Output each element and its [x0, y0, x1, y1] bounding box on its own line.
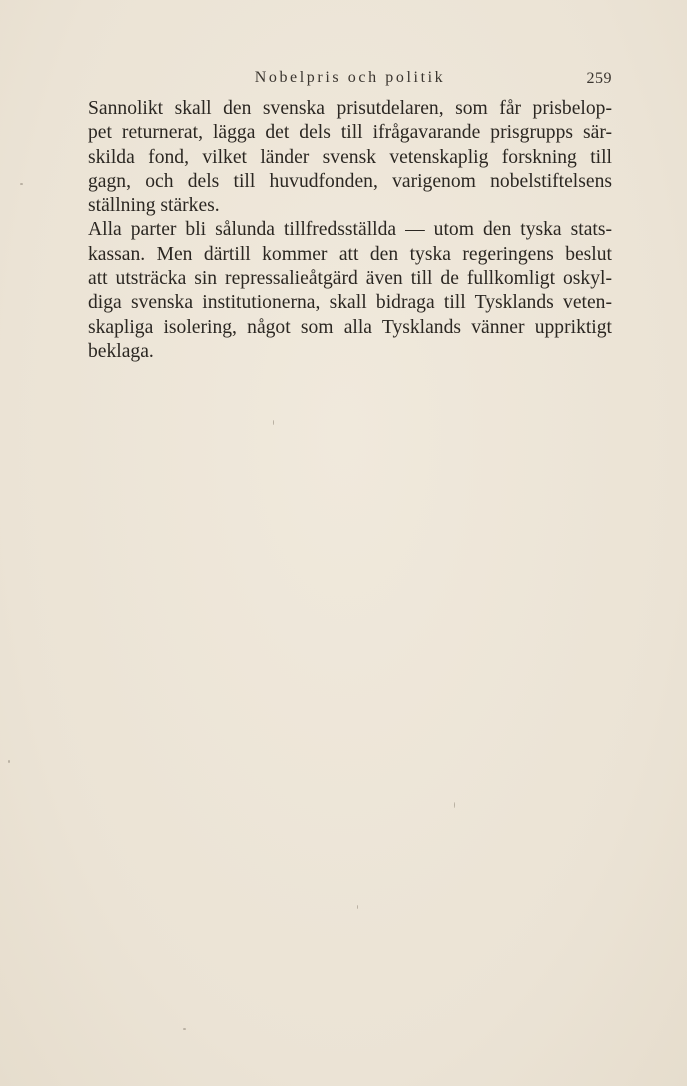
text-line: Sannolikt skall den svenska prisutdelaren, som får prisbelop- — [88, 98, 612, 119]
paper-speck — [357, 905, 358, 909]
text-line: gagn, och dels till huvudfonden, varigenom nobelstiftelsens — [88, 170, 612, 192]
paper-speck — [454, 802, 455, 808]
page-number: 259 — [586, 70, 612, 87]
paper-speck — [20, 183, 23, 185]
running-title: Nobelpris och politik — [254, 69, 446, 86]
text-line: kassan. Men därtill kommer att den tyska regeringens beslut — [88, 243, 612, 265]
text-line: beklaga. — [88, 340, 154, 362]
text-line: skilda fond, vilket länder svensk vetenskaplig forskning till — [88, 146, 612, 168]
body-text — [88, 97, 612, 364]
text-line: Alla parter bli sålunda tillfredsställda — utom den tyska stats- — [88, 219, 612, 241]
text-line: skapliga isolering, något som alla Tysklands vänner uppriktigt — [88, 316, 612, 338]
running-head — [88, 69, 612, 91]
text-line: pet returnerat, lägga det dels till ifrågavarande prisgrupps sär- — [88, 122, 612, 144]
paper-speck — [8, 760, 10, 763]
paper-speck — [183, 1028, 186, 1030]
text-line: att utsträcka sin repressalieåtgärd även till de fullkomligt oskyl- — [88, 268, 612, 290]
text-line: diga svenska institutionerna, skall bidraga till Tysklands veten- — [88, 292, 612, 314]
text-line: ställning stärkes. — [88, 195, 220, 217]
paper-speck — [273, 420, 274, 425]
